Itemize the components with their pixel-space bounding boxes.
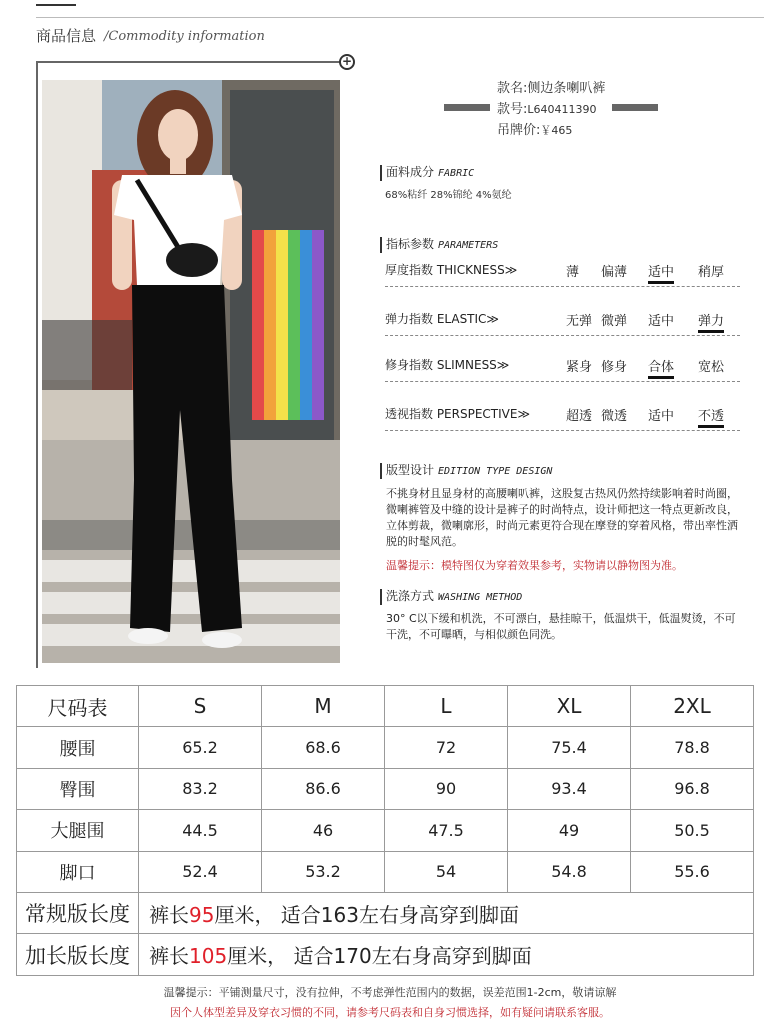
measurement-value: 52.4 — [139, 851, 262, 892]
header-accent-bar — [36, 4, 76, 6]
measurement-label: 大腿围 — [17, 810, 139, 851]
param-option: 偏薄 — [601, 265, 628, 280]
product-price-label: 吊牌价: — [497, 123, 541, 138]
size-table-row — [17, 810, 754, 851]
decor-bar-right — [612, 104, 658, 111]
measurement-value: 65.2 — [139, 727, 262, 768]
measurement-value: 54 — [385, 851, 508, 892]
param-option: 无弹 — [566, 314, 593, 329]
size-column-header: 2XL — [631, 686, 754, 727]
size-column-header: M — [262, 686, 385, 727]
measurement-value: 50.5 — [631, 810, 754, 851]
param-label: 厚度指数 THICKNESS≫ — [385, 263, 518, 277]
measurement-value: 83.2 — [139, 768, 262, 809]
design-title-cn: 版型设计 — [386, 463, 435, 477]
measurement-value: 75.4 — [508, 727, 631, 768]
product-name-label: 款名: — [497, 81, 528, 96]
plus-icon: + — [339, 54, 355, 70]
length-number: 105 — [189, 944, 228, 969]
size-column-header: S — [139, 686, 262, 727]
measurement-value: 47.5 — [385, 810, 508, 851]
fabric-composition: 68%粘纤 28%锦纶 4%氨纶 — [385, 190, 512, 201]
length-description-regular — [139, 892, 754, 933]
param-label: 透视指数 PERSPECTIVE≫ — [385, 407, 531, 421]
param-option: 超透 — [566, 409, 593, 424]
section-title-cn: 商品信息 — [36, 27, 97, 45]
measurement-label: 脚口 — [17, 851, 139, 892]
param-row — [385, 306, 740, 336]
length-label-long: 加长版长度 — [17, 934, 139, 975]
decor-bar-left — [444, 104, 490, 111]
measurement-value: 90 — [385, 768, 508, 809]
param-option-selected: 弹力 — [698, 310, 724, 333]
product-price-row — [497, 120, 605, 141]
param-option: 宽松 — [698, 360, 725, 375]
length-label-regular: 常规版长度 — [17, 892, 139, 933]
length-row-regular — [17, 892, 754, 933]
product-name-value: 侧边条喇叭裤 — [527, 81, 606, 96]
size-table-row — [17, 727, 754, 768]
param-option-selected: 不透 — [698, 405, 724, 428]
measurement-value: 93.4 — [508, 768, 631, 809]
fabric-title — [380, 165, 474, 181]
washing-title-cn: 洗涤方式 — [386, 589, 435, 603]
product-info — [497, 78, 605, 141]
param-option: 微弹 — [601, 314, 628, 329]
parameters-title — [380, 237, 498, 253]
measurement-value: 72 — [385, 727, 508, 768]
measurement-label: 臀围 — [17, 768, 139, 809]
length-suffix: 厘米， 适合170左右身高穿到脚面 — [227, 944, 532, 969]
size-table-row — [17, 851, 754, 892]
washing-title — [380, 589, 522, 605]
size-table-row — [17, 768, 754, 809]
design-note: 温馨提示：模特图仅为穿着效果参考，实物请以静物图为准。 — [386, 559, 683, 572]
size-table-header-row — [17, 686, 754, 727]
param-option: 适中 — [648, 314, 675, 329]
measurement-value: 96.8 — [631, 768, 754, 809]
param-option: 紧身 — [566, 360, 593, 375]
size-column-header: XL — [508, 686, 631, 727]
model-photo — [42, 80, 340, 663]
size-table-title: 尺码表 — [17, 686, 139, 727]
fabric-title-cn: 面料成分 — [386, 165, 435, 179]
length-number: 95 — [189, 902, 215, 927]
measurement-value: 53.2 — [262, 851, 385, 892]
length-description-long — [139, 934, 754, 975]
design-title — [380, 463, 552, 479]
measurement-value: 55.6 — [631, 851, 754, 892]
washing-description: 30° C以下缓和机洗，不可漂白，悬挂晾干，低温烘干，低温熨烫，不可干洗，不可曝晒，与相似颜色同洗。 — [386, 612, 736, 641]
length-row-long — [17, 934, 754, 975]
param-row — [385, 257, 740, 287]
measurement-value: 86.6 — [262, 768, 385, 809]
length-prefix: 裤长 — [149, 902, 189, 927]
param-option: 修身 — [601, 360, 628, 375]
param-option: 薄 — [566, 265, 580, 280]
product-code-value: L640411390 — [527, 103, 597, 116]
param-label: 修身指数 SLIMNESS≫ — [385, 358, 510, 372]
washing-title-en: WASHING METHOD — [438, 592, 523, 603]
param-option: 稍厚 — [698, 265, 725, 280]
measurement-value: 49 — [508, 810, 631, 851]
size-table — [16, 685, 754, 976]
param-label: 弹力指数 ELASTIC≫ — [385, 312, 499, 326]
param-option: 适中 — [648, 409, 675, 424]
measurement-value: 78.8 — [631, 727, 754, 768]
section-title-en: /Commodity information — [104, 29, 265, 44]
product-code-row — [497, 99, 605, 120]
parameters-title-en: PARAMETERS — [438, 240, 499, 251]
length-suffix: 厘米， 适合163左右身高穿到脚面 — [214, 902, 519, 927]
header-divider — [36, 17, 764, 18]
parameters-title-cn: 指标参数 — [386, 237, 435, 251]
fabric-title-en: FABRIC — [438, 168, 475, 179]
design-title-en: EDITION TYPE DESIGN — [438, 466, 553, 477]
measurement-value: 44.5 — [139, 810, 262, 851]
param-row — [385, 352, 740, 382]
param-option: 微透 — [601, 409, 628, 424]
measurement-label: 腰围 — [17, 727, 139, 768]
footer-note-measure: 温馨提示：平铺测量尺寸，没有拉伸，不考虑弹性范围内的数据，误差范围1-2cm，敬请谅解 — [163, 986, 617, 999]
param-row — [385, 401, 740, 431]
product-price-value: ￥465 — [540, 124, 573, 137]
length-prefix: 裤长 — [149, 944, 189, 969]
measurement-value: 46 — [262, 810, 385, 851]
param-option-selected: 适中 — [648, 261, 674, 284]
param-option-selected: 合体 — [648, 356, 674, 379]
product-code-label: 款号: — [497, 102, 528, 117]
product-name-row — [497, 78, 605, 99]
measurement-value: 54.8 — [508, 851, 631, 892]
measurement-value: 68.6 — [262, 727, 385, 768]
footer-note-choose: 因个人体型差异及穿衣习惯的不同，请参考尺码表和自身习惯选择，如有疑问请联系客服。 — [170, 1006, 610, 1019]
size-column-header: L — [385, 686, 508, 727]
design-description: 不挑身材且显身材的高腰喇叭裤，这股复古热风仍然持续影响着时尚圈，微喇裤管及中缝的设计是裤子的时尚特点，设计师把这一特点更新改良，立体剪裁，微喇廓形，时尚元素更符合现在摩登的穿着风格，带出率性洒脱的时髦风范。 — [386, 487, 738, 548]
